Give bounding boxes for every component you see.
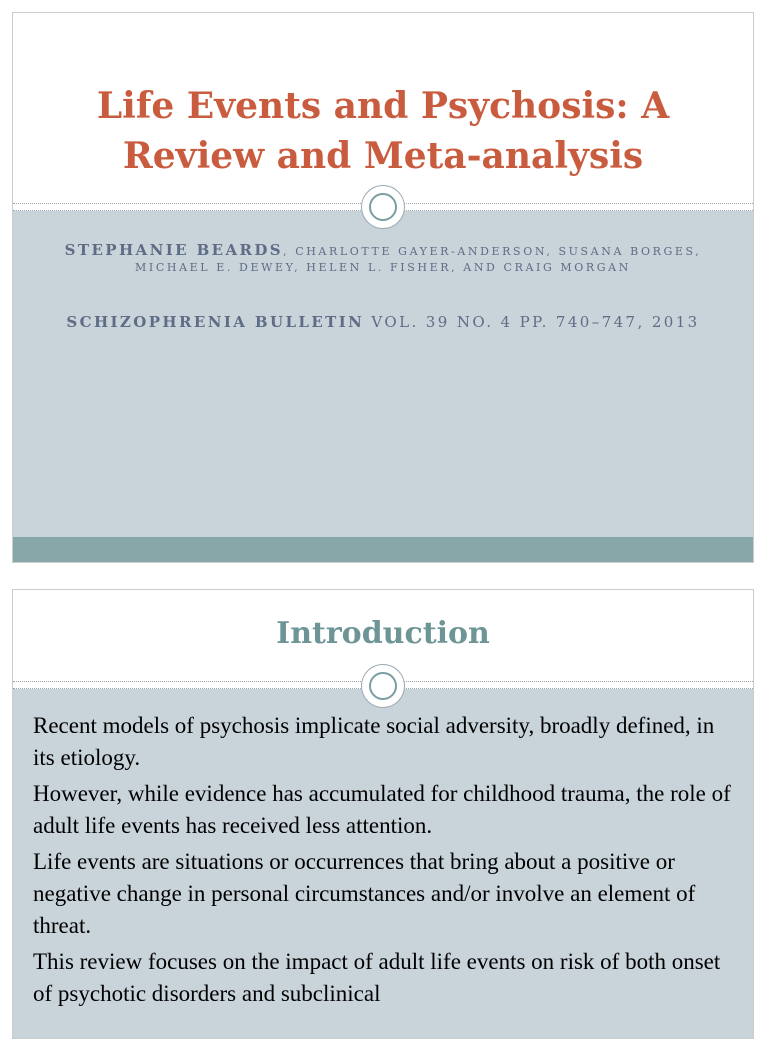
title-area xyxy=(13,13,753,206)
bullet-item: Life events are situations or occurrences that bring about a positive or negative change in personal circumstances and/or involve an element of threat. xyxy=(33,849,696,938)
lead-author: STEPHANIE BEARDS xyxy=(64,241,284,259)
citation-details: VOL. 39 NO. 4 PP. 740–747, 2013 xyxy=(364,313,700,331)
circle-ornament-icon xyxy=(362,186,404,228)
citation xyxy=(53,311,713,333)
bullet-item: Recent models of psychosis implicate social adversity, broadly defined, in its etiology. xyxy=(33,713,715,770)
bullet-item: This review focuses on the impact of adult life events on risk of both onset of psychotic disorders and subclinical xyxy=(33,949,721,1006)
title-slide xyxy=(12,12,754,563)
slide-title: Life Events and Psychosis: A Review and Meta-analysis xyxy=(96,85,670,177)
footer-bar xyxy=(13,537,753,562)
circle-ornament-icon xyxy=(362,665,404,707)
co-authors: , CHARLOTTE GAYER-ANDERSON, SUSANA BORGES, MICHAEL E. DEWEY, HELEN L. FISHER, AND CRAIG MORGAN xyxy=(135,245,702,274)
journal-name: SCHIZOPHRENIA BULLETIN xyxy=(66,313,365,331)
slide-heading: Introduction xyxy=(276,616,490,651)
bullet-list xyxy=(33,710,737,1014)
author-list xyxy=(53,242,713,276)
introduction-slide xyxy=(12,589,754,1039)
bullet-item: However, while evidence has accumulated for childhood trauma, the role of adult life events has received less attention. xyxy=(33,781,731,838)
